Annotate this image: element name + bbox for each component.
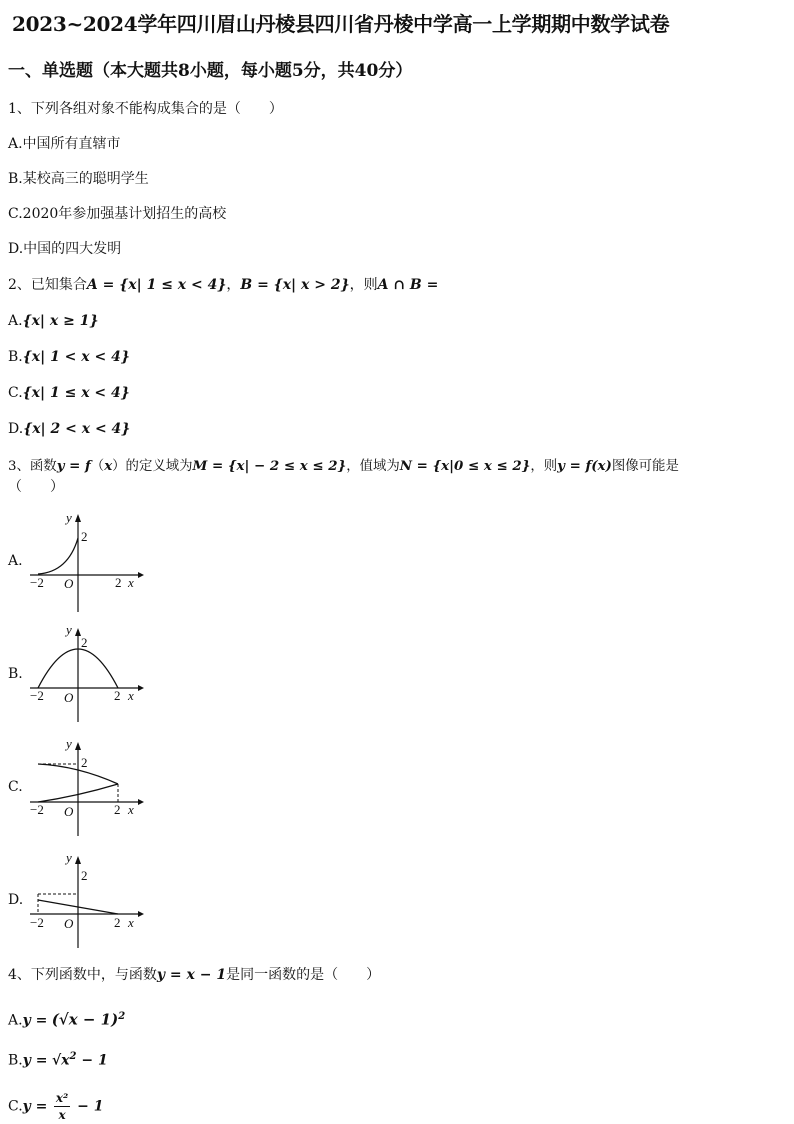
fraction [54,1090,70,1123]
stem-text: ，则 [530,459,558,474]
origin-label: O [64,916,74,931]
var-expr: x [104,458,113,474]
fraction-numerator: x² [55,1091,69,1105]
option-letter: C. [8,385,23,401]
question-1-option-a: A.中国所有直辖市 [8,136,121,152]
graph-d [30,850,150,954]
fraction-denominator: x [58,1108,66,1122]
origin-label: O [64,576,74,591]
question-1-stem: 1、下列各组对象不能构成集合的是（ ） [8,101,283,117]
graph-c-label: C. [8,779,23,795]
section-heading: 一、单选题（本大题共8小题，每小题5分，共40分） [8,61,413,81]
option-letter: B. [8,1052,23,1069]
option-expr: {x| x ≥ 1} [22,313,99,329]
option-tail: − 1 [72,1098,104,1115]
tick-label-pos: 2 [114,688,121,703]
range-expr: N = {x|0 ≤ x ≤ 2} [399,458,531,474]
option-lhs: y = [22,1012,48,1029]
curve-convex-rising [38,538,78,574]
option-letter: A. [8,1012,23,1029]
question-2-option-c [8,384,130,402]
stem-text: ，则 [349,277,378,293]
tick-label-neg: −2 [30,575,44,590]
question-1-option-b: B.某校高三的聪明学生 [8,171,149,187]
tick-label-top: 2 [81,635,88,650]
tick-label-top: 2 [81,529,88,544]
option-expr: (√x − 1) [51,1010,119,1029]
tick-label-pos: 2 [115,575,122,590]
func-expr: y = f(x) [557,458,612,474]
graph-d-label: D. [8,892,24,908]
x-label: x [128,688,134,703]
graph-a [30,508,150,612]
paper-title: 2023~2024学年四川眉山丹棱县四川省丹棱中学高一上学期期中数学试卷 [12,12,670,36]
tick-label-top: 2 [81,868,88,883]
set-b-expr: B = {x| x > 2} [240,277,350,293]
x-axis-arrow [138,685,144,691]
y-label: y [66,622,72,637]
tick-label-pos: 2 [114,915,121,930]
y-label: y [66,510,72,525]
x-label: x [128,575,134,590]
question-4-option-a [8,1008,125,1030]
question-2-stem [8,276,438,294]
option-expr: {x| 2 < x < 4} [23,421,131,437]
option-lhs: y = [22,1052,48,1069]
option-letter: D. [8,421,24,437]
graph-b-label: B. [8,666,23,682]
intersection-expr: A ∩ B = [377,277,439,293]
question-1-option-c: C.2020年参加强基计划招生的高校 [8,206,227,222]
origin-label: O [64,690,74,705]
question-4-option-c [8,1090,104,1123]
x-label: x [128,802,134,817]
stem-text: 是同一函数的是（ ） [226,967,381,983]
graph-b [30,622,150,726]
question-2-option-d [8,420,130,438]
y-axis-arrow [75,742,81,750]
question-4-option-b [8,1048,108,1070]
x-axis-arrow [138,911,144,917]
option-expr: {x| 1 ≤ x < 4} [22,385,130,401]
x-label: x [128,915,134,930]
y-label: y [66,736,72,751]
x-axis-arrow [138,799,144,805]
stem-text: ，值域为 [346,459,400,474]
stem-text: 3、函数 [8,459,57,474]
graph-a-label: A. [8,553,23,569]
y-axis-arrow [75,514,81,522]
option-expr: {x| 1 < x < 4} [22,349,130,365]
stem-text: （ [90,459,105,474]
option-letter: A. [8,313,23,329]
stem-text: ， [226,277,241,293]
y-label: y [66,850,72,865]
func-expr: y = x − 1 [156,967,227,983]
x-axis-arrow [138,572,144,578]
question-2-option-b [8,348,130,366]
tick-label-top: 2 [81,755,88,770]
question-4-stem [8,966,380,984]
tick-label-neg: −2 [30,688,44,703]
question-1-option-d: D.中国的四大发明 [8,241,122,257]
func-expr: y = f [56,458,91,474]
tick-label-pos: 2 [114,802,121,817]
stem-text: 2、已知集合 [8,277,87,293]
question-3-stem [8,457,679,476]
tick-label-neg: −2 [30,802,44,817]
stem-text: 4、下列函数中，与函数 [8,967,157,983]
question-2-option-a [8,312,98,330]
graph-c [30,736,150,840]
option-letter: B. [8,349,23,365]
set-a-expr: A = {x| 1 ≤ x < 4} [86,277,227,293]
option-tail: − 1 [76,1052,108,1069]
y-axis-arrow [75,856,81,864]
option-exponent: 2 [69,1051,77,1062]
stem-text: 图像可能是 [611,459,679,474]
option-letter: C. [8,1098,23,1115]
stem-text: ）的定义域为 [112,459,193,474]
option-exponent: 2 [118,1011,126,1022]
tick-label-neg: −2 [30,915,44,930]
domain-expr: M = {x| − 2 ≤ x ≤ 2} [192,458,347,474]
question-3-paren: （ ） [8,479,64,495]
option-lhs: y = [22,1098,48,1115]
option-expr: √x [51,1052,70,1069]
origin-label: O [64,804,74,819]
